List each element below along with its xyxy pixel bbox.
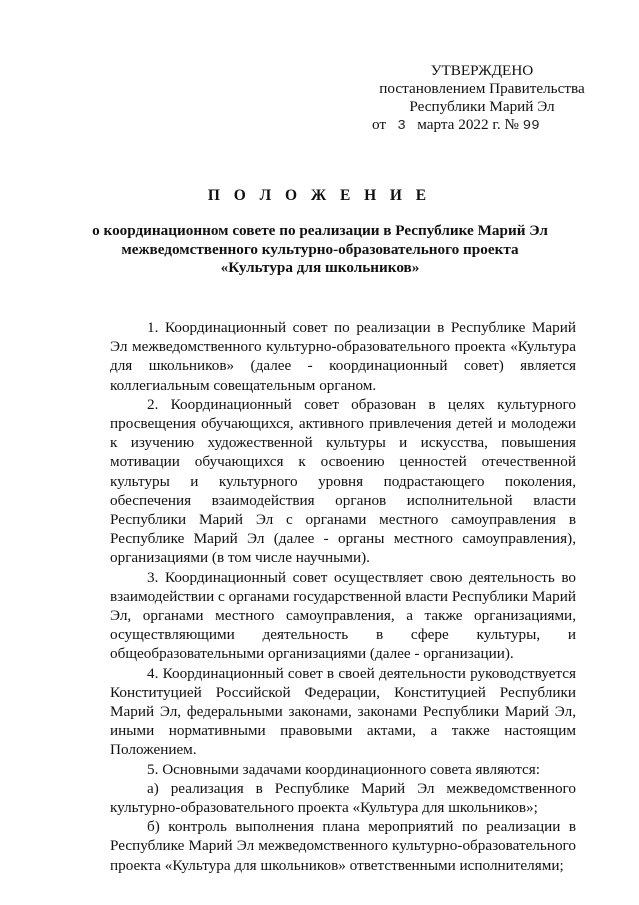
date-prefix: от xyxy=(372,116,387,133)
paragraph-4: 4. Координационный совет в своей деятельности руководствуется Конституцией Российской Федерации, Конституцией Республики Марий Эл, федеральными законами, законами Республики Марий Эл, иными нормативными правовыми актами, а также настоящим Положением. xyxy=(110,664,576,759)
paragraph-5: 5. Основными задачами координационного совета являются: xyxy=(147,760,540,778)
document-subtitle xyxy=(90,222,550,278)
paragraph-3: 3. Координационный совет осуществляет свою деятельность во взаимодействии с органами государственной власти Республики Марий Эл, органами местного самоуправления, а также организациями, осуществляющими деятельность в сфере культуры, и общеобразовательными организациями (далее - организации). xyxy=(110,568,576,663)
approval-heading: УТВЕРЖДЕНО xyxy=(430,62,534,79)
approval-stamp xyxy=(372,62,592,135)
date-day: 3 xyxy=(397,118,406,134)
decree-number: 99 xyxy=(522,118,540,134)
paragraph-5a: а) реализация в Республике Марий Эл межведомственного культурно-образовательного проекта «Культура для школьников»; xyxy=(110,779,576,817)
approval-line-republic: Республики Марий Эл xyxy=(409,98,555,115)
paragraph-1: 1. Координационный совет по реализации в Республике Марий Эл межведомственного культурно-образовательного проекта «Культура для школьников» (далее - координационный совет) является коллегиальным совещательным органом. xyxy=(110,319,576,394)
document-title: П О Л О Ж Е Н И Е xyxy=(207,187,432,204)
paragraph-2: 2. Координационный совет образован в целях культурного просвещения обучающихся, активного привлечения детей и молодежи к изучению художественной культуры и искусства, повышения мотивации обучающихся к освоению ценностей отечественной культуры и культурного уровня подрастающего поколения, обеспечения взаимодействия органов исполнительной власти Республики Марий Эл с органами местного самоуправления в Республике Марий Эл (далее - органы местного самоуправления), организациями (в том числе научными). xyxy=(110,395,576,567)
approval-line-decree: постановлением Правительства xyxy=(379,80,585,97)
subtitle-line-2: межведомственного культурно-образовательного проекта xyxy=(121,240,519,258)
date-month-year: марта 2022 г. № xyxy=(417,116,519,133)
subtitle-line-3: «Культура для школьников» xyxy=(220,259,420,276)
subtitle-line-1: о координационном совете по реализации в Республике Марий Эл xyxy=(92,222,548,239)
approval-date-line xyxy=(372,116,592,135)
document-body xyxy=(110,318,576,875)
paragraph-5b: б) контроль выполнения плана мероприятий по реализации в Республике Марий Эл межведомственного культурно-образовательного проекта «Культура для школьников» ответственными исполнителями; xyxy=(110,818,576,874)
